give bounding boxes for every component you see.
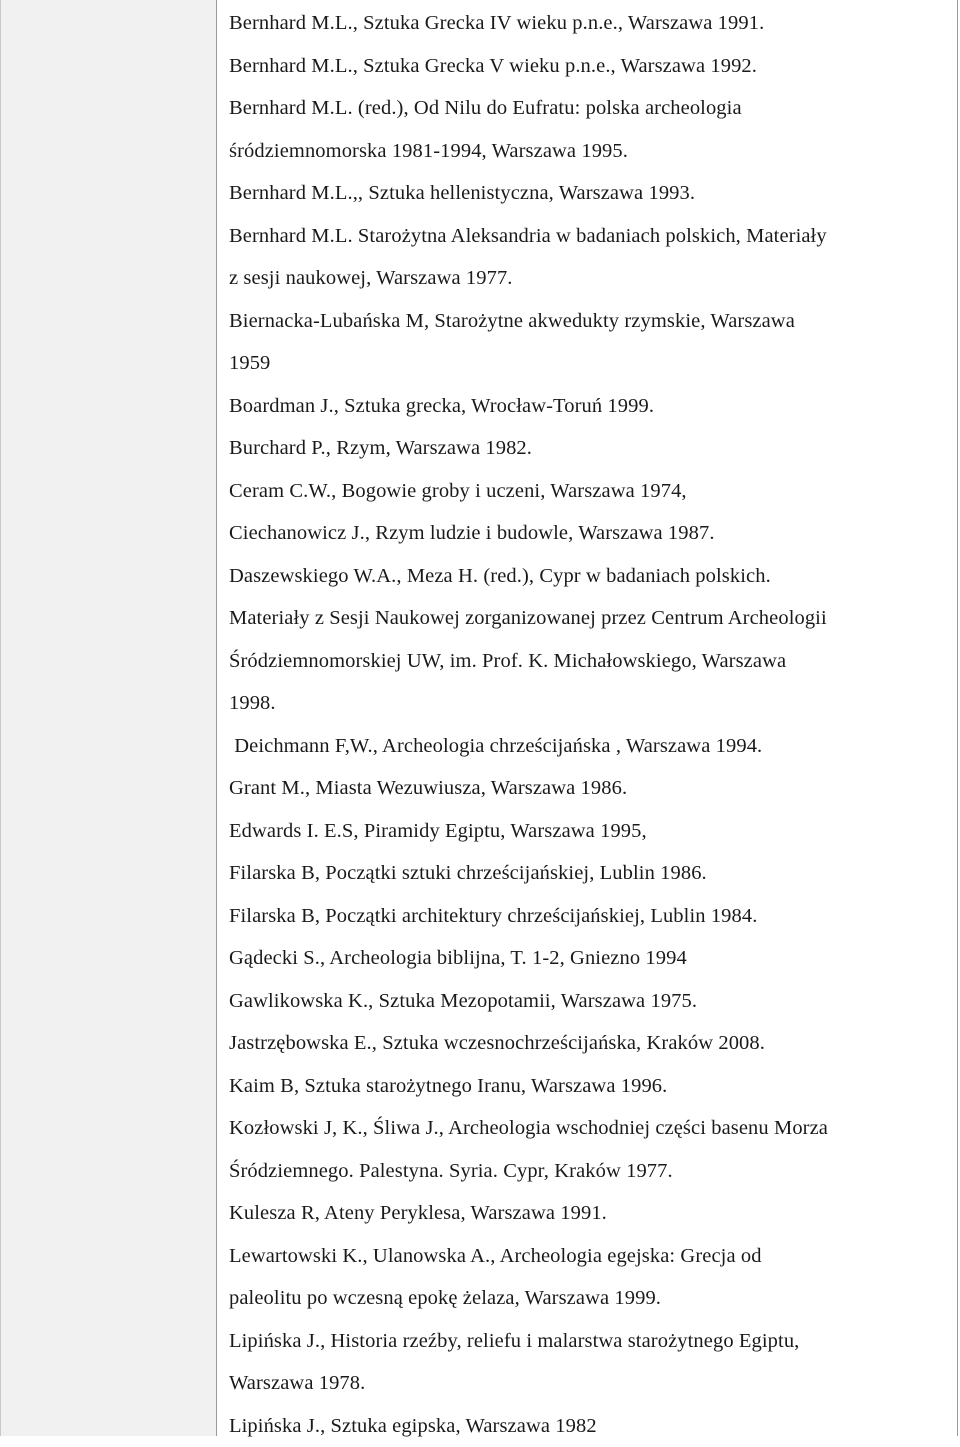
bibliography-line: Bernhard M.L., Sztuka Grecka IV wieku p.n.e., Warszawa 1991.: [229, 2, 955, 45]
bibliography-line: Lewartowski K., Ulanowska A., Archeologia egejska: Grecja od: [229, 1235, 955, 1278]
bibliography-line: Kozłowski J, K., Śliwa J., Archeologia wschodniej części basenu Morza: [229, 1107, 955, 1150]
bibliography-line: Ceram C.W., Bogowie groby i uczeni, Warszawa 1974,: [229, 470, 955, 513]
column-divider: [216, 0, 217, 1436]
bibliography-line: Burchard P., Rzym, Warszawa 1982.: [229, 427, 955, 470]
bibliography-line: Bernhard M.L. (red.), Od Nilu do Eufratu: polska archeologia: [229, 87, 955, 130]
bibliography-line: Edwards I. E.S, Piramidy Egiptu, Warszawa 1995,: [229, 810, 955, 853]
bibliography-line: Warszawa 1978.: [229, 1362, 955, 1405]
bibliography-line: Ciechanowicz J., Rzym ludzie i budowle, Warszawa 1987.: [229, 512, 955, 555]
bibliography-line: Daszewskiego W.A., Meza H. (red.), Cypr w badaniach polskich.: [229, 555, 955, 598]
bibliography-line: Jastrzębowska E., Sztuka wczesnochrześcijańska, Kraków 2008.: [229, 1022, 955, 1065]
table-left-column: [0, 0, 216, 1436]
bibliography-line: Lipińska J., Historia rzeźby, reliefu i malarstwa starożytnego Egiptu,: [229, 1320, 955, 1363]
bibliography-line: Bernhard M.L. Starożytna Aleksandria w badaniach polskich, Materiały: [229, 215, 955, 258]
bibliography-line: Gądecki S., Archeologia biblijna, T. 1-2, Gniezno 1994: [229, 937, 955, 980]
bibliography-line: 1998.: [229, 682, 955, 725]
bibliography-line: Bernhard M.L.,, Sztuka hellenistyczna, Warszawa 1993.: [229, 172, 955, 215]
bibliography-line: Kaim B, Sztuka starożytnego Iranu, Warszawa 1996.: [229, 1065, 955, 1108]
bibliography-line: Boardman J., Sztuka grecka, Wrocław-Toruń 1999.: [229, 385, 955, 428]
bibliography-line: Lipińska J., Sztuka egipska, Warszawa 1982: [229, 1405, 955, 1447]
bibliography-line: Filarska B, Początki architektury chrześcijańskiej, Lublin 1984.: [229, 895, 955, 938]
bibliography-list: [229, 2, 955, 1447]
bibliography-line: Filarska B, Początki sztuki chrześcijańskiej, Lublin 1986.: [229, 852, 955, 895]
table-right-border: [957, 0, 958, 1436]
bibliography-line: paleolitu po wczesną epokę żelaza, Warszawa 1999.: [229, 1277, 955, 1320]
bibliography-line: Śródziemnego. Palestyna. Syria. Cypr, Kraków 1977.: [229, 1150, 955, 1193]
bibliography-line: Śródziemnomorskiej UW, im. Prof. K. Michałowskiego, Warszawa: [229, 640, 955, 683]
bibliography-line: Materiały z Sesji Naukowej zorganizowanej przez Centrum Archeologii: [229, 597, 955, 640]
bibliography-line: Kulesza R, Ateny Peryklesa, Warszawa 1991.: [229, 1192, 955, 1235]
bibliography-line: śródziemnomorska 1981-1994, Warszawa 1995.: [229, 130, 955, 173]
bibliography-line: Biernacka-Lubańska M, Starożytne akwedukty rzymskie, Warszawa: [229, 300, 955, 343]
bibliography-line: 1959: [229, 342, 955, 385]
bibliography-line: Grant M., Miasta Wezuwiusza, Warszawa 1986.: [229, 767, 955, 810]
bibliography-line: Gawlikowska K., Sztuka Mezopotamii, Warszawa 1975.: [229, 980, 955, 1023]
bibliography-line: z sesji naukowej, Warszawa 1977.: [229, 257, 955, 300]
bibliography-line: Bernhard M.L., Sztuka Grecka V wieku p.n.e., Warszawa 1992.: [229, 45, 955, 88]
bibliography-line: Deichmann F,W., Archeologia chrześcijańska , Warszawa 1994.: [229, 725, 955, 768]
